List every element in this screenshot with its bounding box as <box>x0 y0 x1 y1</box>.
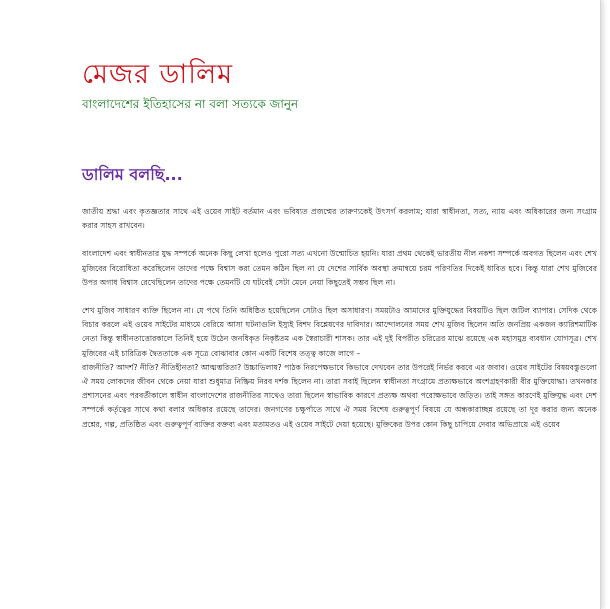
post-paragraph-dedication: জাতীয় শ্রদ্ধা এবং কৃতজ্ঞতার সাথে এই ওয়েব সাইট বর্তমান এবং ভবিষ্যত প্রজন্মের তারুণ্যকেই উৎসর্গ করলাম; যারা স্বাধীনতা, সত্য, ন্যায় এবং অধিকারের জন্য সংগ্রাম করার সাহস রাখবেন। <box>82 207 597 231</box>
post-paragraph-history: বাংলাদেশ এবং স্বাধীনতার যুদ্ধ সম্পর্কে অনেক কিছু লেখা হলেও পুরো সত্য এখনো উন্মোচিত হয়নি। যারা প্রথম থেকেই ভারতীয় নীল নকশা সম্পর্কে অবগত ছিলেন এবং শেখ মুজিবের বিরোধিতা করেছিলেন তাদের পক্ষে বিশ্বাস করা তেমন কঠিন ছিল না যে দেশের সার্বিক অবস্থা ক্রমান্বয়ে চরম পরিণতির দিকেই ধাবিত হবে। কিন্তু যারা শেখ মুজিবের উপর অগাধ বিশ্বাস রেখেছিলেন তাদের পক্ষে তেমনটি যে ঘটবেই সেটা মেনে নেয়া কিছুতেই সম্ভব ছিল না। <box>82 249 597 287</box>
post-heading[interactable]: ডালিম বলছি... <box>82 165 183 184</box>
post-paragraph-mujib: শেখ মুজিব সাধারণ ব্যক্তি ছিলেন না। যে পথে তিনি অধিষ্ঠিত হয়েছিলেন সেটাও ছিল অসাধারণ। সময়টাও আমাদের মুক্তিযুদ্ধের বিষয়টিও ছিল জটিল ব্যাপার। সেদিক থেকে বিচার করলে এই ওয়েব সাইটের মাধ্যমে বেরিয়ে আসা ঘটনাগুলি ইস্যুই বিশদ বিশ্লেষণের দাবিদার। আন্দোলনের সময় শেখ মুজিব ছিলেন অতি জনপ্রিয় একজন ক্যারিশমাটিক নেতা কিন্তু স্বাধীনতাত্তোরকালে তিনিই হয়ে উঠেন জনধিকৃত নিকৃষ্টতম এক স্বৈরাচারী শাসক। তার এই দুই বিপরীত চরিত্রের মাঝে রয়েছে এক মহাসমুদ্র ব্যবধান যোগসূত্র। শেখ মুজিবের এই চারিত্রিক দ্বৈততাকে এক সূত্রে বোঝাবার কোন একটি বিশেষ তত্ত্ব কাজে লাগে – <box>82 306 597 358</box>
blog-tagline: বাংলাদেশের ইতিহাসের না বলা সত্যকে জানুন <box>82 97 299 111</box>
post-body <box>82 205 597 432</box>
blog-title[interactable]: মেজর ডালিম <box>82 59 234 90</box>
post-paragraph-questions: রাজনীতি? আদর্শ? নীতি? নীতিহীনতা? আত্মম্ভরিতা? উচ্চাভিলাষ? পাঠক নিরপেক্ষভাবে কিভাবে দেখবেন তার উপরেই নির্ভর করবে এর জবাব। ওয়েব সাইটের বিষয়বস্তুগুলো ঐ সময় লোকদের জীবন থেকে নেয়া যারা শুধুমাত্র নিষ্ক্রিয় নিরব দর্শক ছিলেন না। তারা সবাই ছিলেন স্বাধীনতা সংগ্রামে প্রত্যক্ষভাবে অংশগ্রহণকারী বীর মুক্তিযোদ্ধা। তখনকার প্রশাসনের এবং পরবর্তীকালে স্বাধীন বাংলাদেশের রাজনীতির সাথেও তারা ছিলেন স্বাভাবিক কারণে প্রত্যক্ষ অথবা পরোক্ষভাবে জড়িত। তাই সঙ্গত কারণেই মুক্তিযুদ্ধ এবং দেশ সম্পর্কে কর্তৃত্বের সাথে কথা বলার অধিকার রয়েছে তাদের। জনগণের চক্ষুর্পাতে সাথে ঐ সময় বিশেষ গুরুত্বপূর্ণ বিষয়ে যে অন্ধকারাচ্ছন্ন রয়েছে তা দূর করার জন্য অনেক প্রশ্নের, গল্প, প্রতিষ্ঠিত এবং গুরুত্বপূর্ণ ব্যক্তির বক্তব্য এবং মতামতও এই ওয়েব সাইটে দেয়া হয়েছে। মুক্তিকের উপর কোন কিছু চাপিয়ে দেবার অভিপ্রায়ে এই ওয়েব <box>82 362 598 429</box>
